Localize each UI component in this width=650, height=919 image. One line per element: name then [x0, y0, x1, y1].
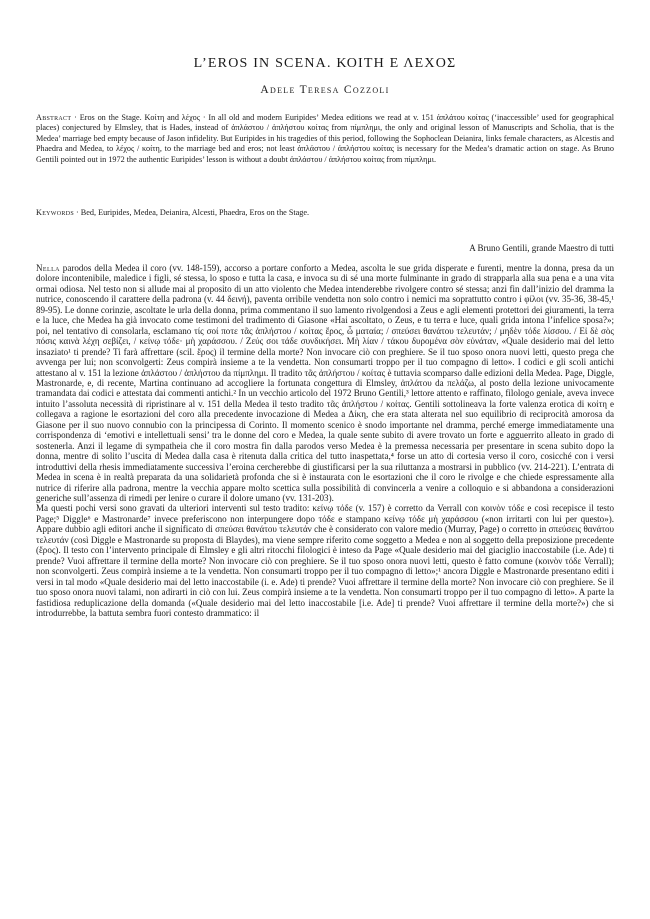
keywords-text: · Bed, Euripides, Medea, Deianira, Alcesti, Phaedra, Eros on the Stage. — [73, 208, 310, 217]
abstract-label: Abstract — [36, 113, 72, 122]
paragraph-1 — [36, 263, 614, 503]
keywords-label: Keywords — [36, 208, 74, 217]
article-title: L’EROS IN SCENA. ΚΟΙΤΗ Ε ΛΕΧΟΣ — [193, 56, 457, 71]
paragraph-lead: Nella — [36, 263, 60, 273]
abstract-text: · Eros on the Stage. Κοίτη and λέχος · In all old and modern Euripides’ Medea editions we read at v. 151 ἀπλάτου κοίτας (‘inaccessible’ used for geographical places) conjectured by Elmsley, that is Hades, instead of ἀπλάστου / ἀπλήστου κοίτας from πίμπλημι, the only and original lesson of Manuscripts and Scholia, that is the Medea’ marriage bed empty because of Jason infidelity. But Euripides in his tragedies of this period, following the Sophoclean Deianira, links female characters, as Alcestis and Phaedra and Medea, to λέχος / κοίτη, to the marriage bed and eros; not least ἀπλάστου / ἀπλήστου κοίτας is necessary for the Medea’s dramatic action on stage. As Bruno Gentili pointed out in 1972 the authentic Euripides’ lesson is without a doubt ἀπλάστου / ἀπλήστου κοίτας from πίμπλημι. — [36, 113, 614, 164]
keywords-block — [36, 208, 614, 218]
paragraph-2: Ma questi pochi versi sono gravati da ulteriori interventi sul testo tradito: κείνῳ τόδε (v. 157) è corretto da Verrall con κοινὸν τόδε e così recepisce il testo Page;⁵ Diggle⁶ e Mastronarde⁷ invece preferiscono non interpungere dopo τόδε e stampano κείνῳ τόδε μὴ χαράσσου («non irritarti con lui per questo»). Appare dubbio agli editori anche il significato di σπεύσει θανάτου τελευτάν che è considerato con valore medio (Murray, Page) o corretto in σπεύσεις θανάτου τελευτάν (così Diggle e Mastronarde su proposta di Blaydes), ma viene sempre riferito come soggetto a Medea e non al soggetto della preposizione precedente (ἔρος). Il testo con l’intervento principale di Elmsley e gli altri ritocchi filologici è inteso da Page «Quale desiderio mai del giaciglio inaccostabile (i.e. Ade) ti prende? Vuoi affrettare il termine della morte? Non invocare ciò con preghiere. Se il tuo sposo onora nuovi letti, questo è fatto comune (κοινὸν τόδε Verrall); non sconvolgerti. Zeus compirà insieme a te la vendetta. Non consumarti troppo per il tuo compagno di letto»;¹ ancora Diggle e Mastronarde presentano editi i versi in tal modo «Quale desiderio mai del letto inaccostabile (i. e. Ade) ti prende? Vuoi affrettare il termine della morte? Non invocare ciò con preghiere. Se il tuo sposo onora nuovi talami, non adirarti in ciò con lui. Zeus compirà insieme a te la vendetta. Non consumarti troppo per il tuo compagno di letto». A parte la fastidiosa reduplicazione della domanda («Quale desiderio mai del letto inaccostabile [i.e. Ade] ti prende? Vuoi affrettare il termine della morte?») che si introdurrebbe, la battuta sembra fuori contesto drammatico: il — [36, 503, 614, 618]
body-text — [36, 263, 614, 618]
paragraph-1-text: parodos della Medea il coro (vv. 148-159), accorso a portare conforto a Medea, ascolta le sue grida disperate e furenti, mentre la donna, presa da un dolore incontenibile, maledice i figli, sé stessa, lo sposo e tutta la casa, e invoca su di sé una morte fulminante in grado di strapparla alla sua pena e a una vita ormai odiosa. Nel testo non si allude mai al proposito di un atto violento che Medea intenderebbe rivolgere contro sé stessa; anzi fin dall’inizio del dramma la nutrice, conoscendo il carattere della padrona (v. 44 δεινή), paventa orribile vendetta non solo contro i nemici ma soprattutto contro i φίλοι (vv. 35-36, 38-45,¹ 89-95). Le donne corinzie, ascoltate le urla della donna, prima commentano il suo lamento rivolgendosi a Zeus e agli elementi protettori dei giuramenti, la terra e la luce, che Medea ha già invocato come testimoni del tradimento di Giasone «Hai ascoltato, o Zeus, e tu terra e luce, quali grida intona l’infelice sposa?»; poi, nel tentativo di consolarla, esclamano τίς σοί ποτε τᾶς ἀπλήστου / κοίτας ἔρος, ὦ ματαία; / σπεύσει θανάτου τελευτάν; / μηδὲν τόδε λίσσου. / Εἰ δὲ σὸς πόσις καινὰ λέχη σεβίζει, / κείνῳ τόδε· μὴ χαράσσου. / Ζεύς σοι τάδε συνδικήσει. Μὴ λίαν / τάκου δυρομένα σὸν εὐνάταν, «Quale desiderio mai del letto insaziato¹ ti prende? Ti farà affrettare (scil. ἔρος) il termine della morte? Non invocare ciò con preghiere. Se il tuo sposo onora nuovi letti, questo prega che avvenga per lui; non sconvolgerti: Zeus compirà insieme a te la vendetta. Non consumarti troppo per il tuo compagno di letto». I codici e gli scoli antichi attestano al v. 151 la lezione ἀπλάστου / ἀπλήστου da πίμπλημι. Il tradito τᾶς ἀπλήστου / κοίτας è tuttavia scomparso dalle edizioni della Medea. Page, Diggle, Mastronarde, e, di recente, Martina continuano ad accogliere la fortunata congettura di Elmsley, ἀπλάτου da πελάζω, al posto della lezione univocamente tramandata dai codici e attestata dai commenti antichi.² In un vecchio articolo del 1972 Bruno Gentili,³ lettore attento e raffinato, filologo geniale, aveva invece intuito l’assoluta necessità di ripristinare al v. 151 della Medea il testo tradito τᾶς ἀπλήστου / κοίτας. Gentili sottolineava la forte valenza erotica di κοίτη e collegava a ragione le esortazioni del coro alla precedente invocazione di Medea a Δίκη, che era stata alterata nel suo equilibrio di reciprocità amorosa da Giasone per il suo nuovo connubio con la principessa di Corinto. Il momento scenico è snodo importante nel dramma, perché emerge immediatamente una corrispondenza di ‘emotivi e intellettuali sensi’ tra le donne del coro e Medea, la quale sente subito di avere trovato un forte e agguerrito alleato in grado di sostenerla. Anzi il legame di sympatheia che il coro mostra fin dalla parodos verso Medea è la premessa necessaria per presentare in scena subito dopo la donna, mentre di solito l’uscita di Medea dalla casa è ritenuta dalla critica del tutto inaspettata,⁴ forse un atto di cortesia verso il coro, cosicché con i versi introduttivi della rhesis immediatamente successiva l’eroina cercherebbe di giustificarsi per la sua riluttanza a mostrarsi in pubblico (vv. 214-221). L’entrata di Medea in scena è in realtà preparata da una solidarietà profonda che si è instaurata con le esortazioni che il coro le rivolge e che chiede espressamente alla nutrice di riferire alla padrona, mentre la vecchia appare molto scettica sulla possibilità di convincerla a venire a colloquio e si abbandona a considerazioni generiche sull’assenza di rimedi per lenire o curare il dolore umano (vv. 131-203). — [36, 263, 614, 503]
author-name: Adele Teresa Cozzoli — [260, 84, 390, 96]
abstract-block — [36, 113, 614, 165]
dedication: A Bruno Gentili, grande Maestro di tutti — [469, 243, 614, 253]
